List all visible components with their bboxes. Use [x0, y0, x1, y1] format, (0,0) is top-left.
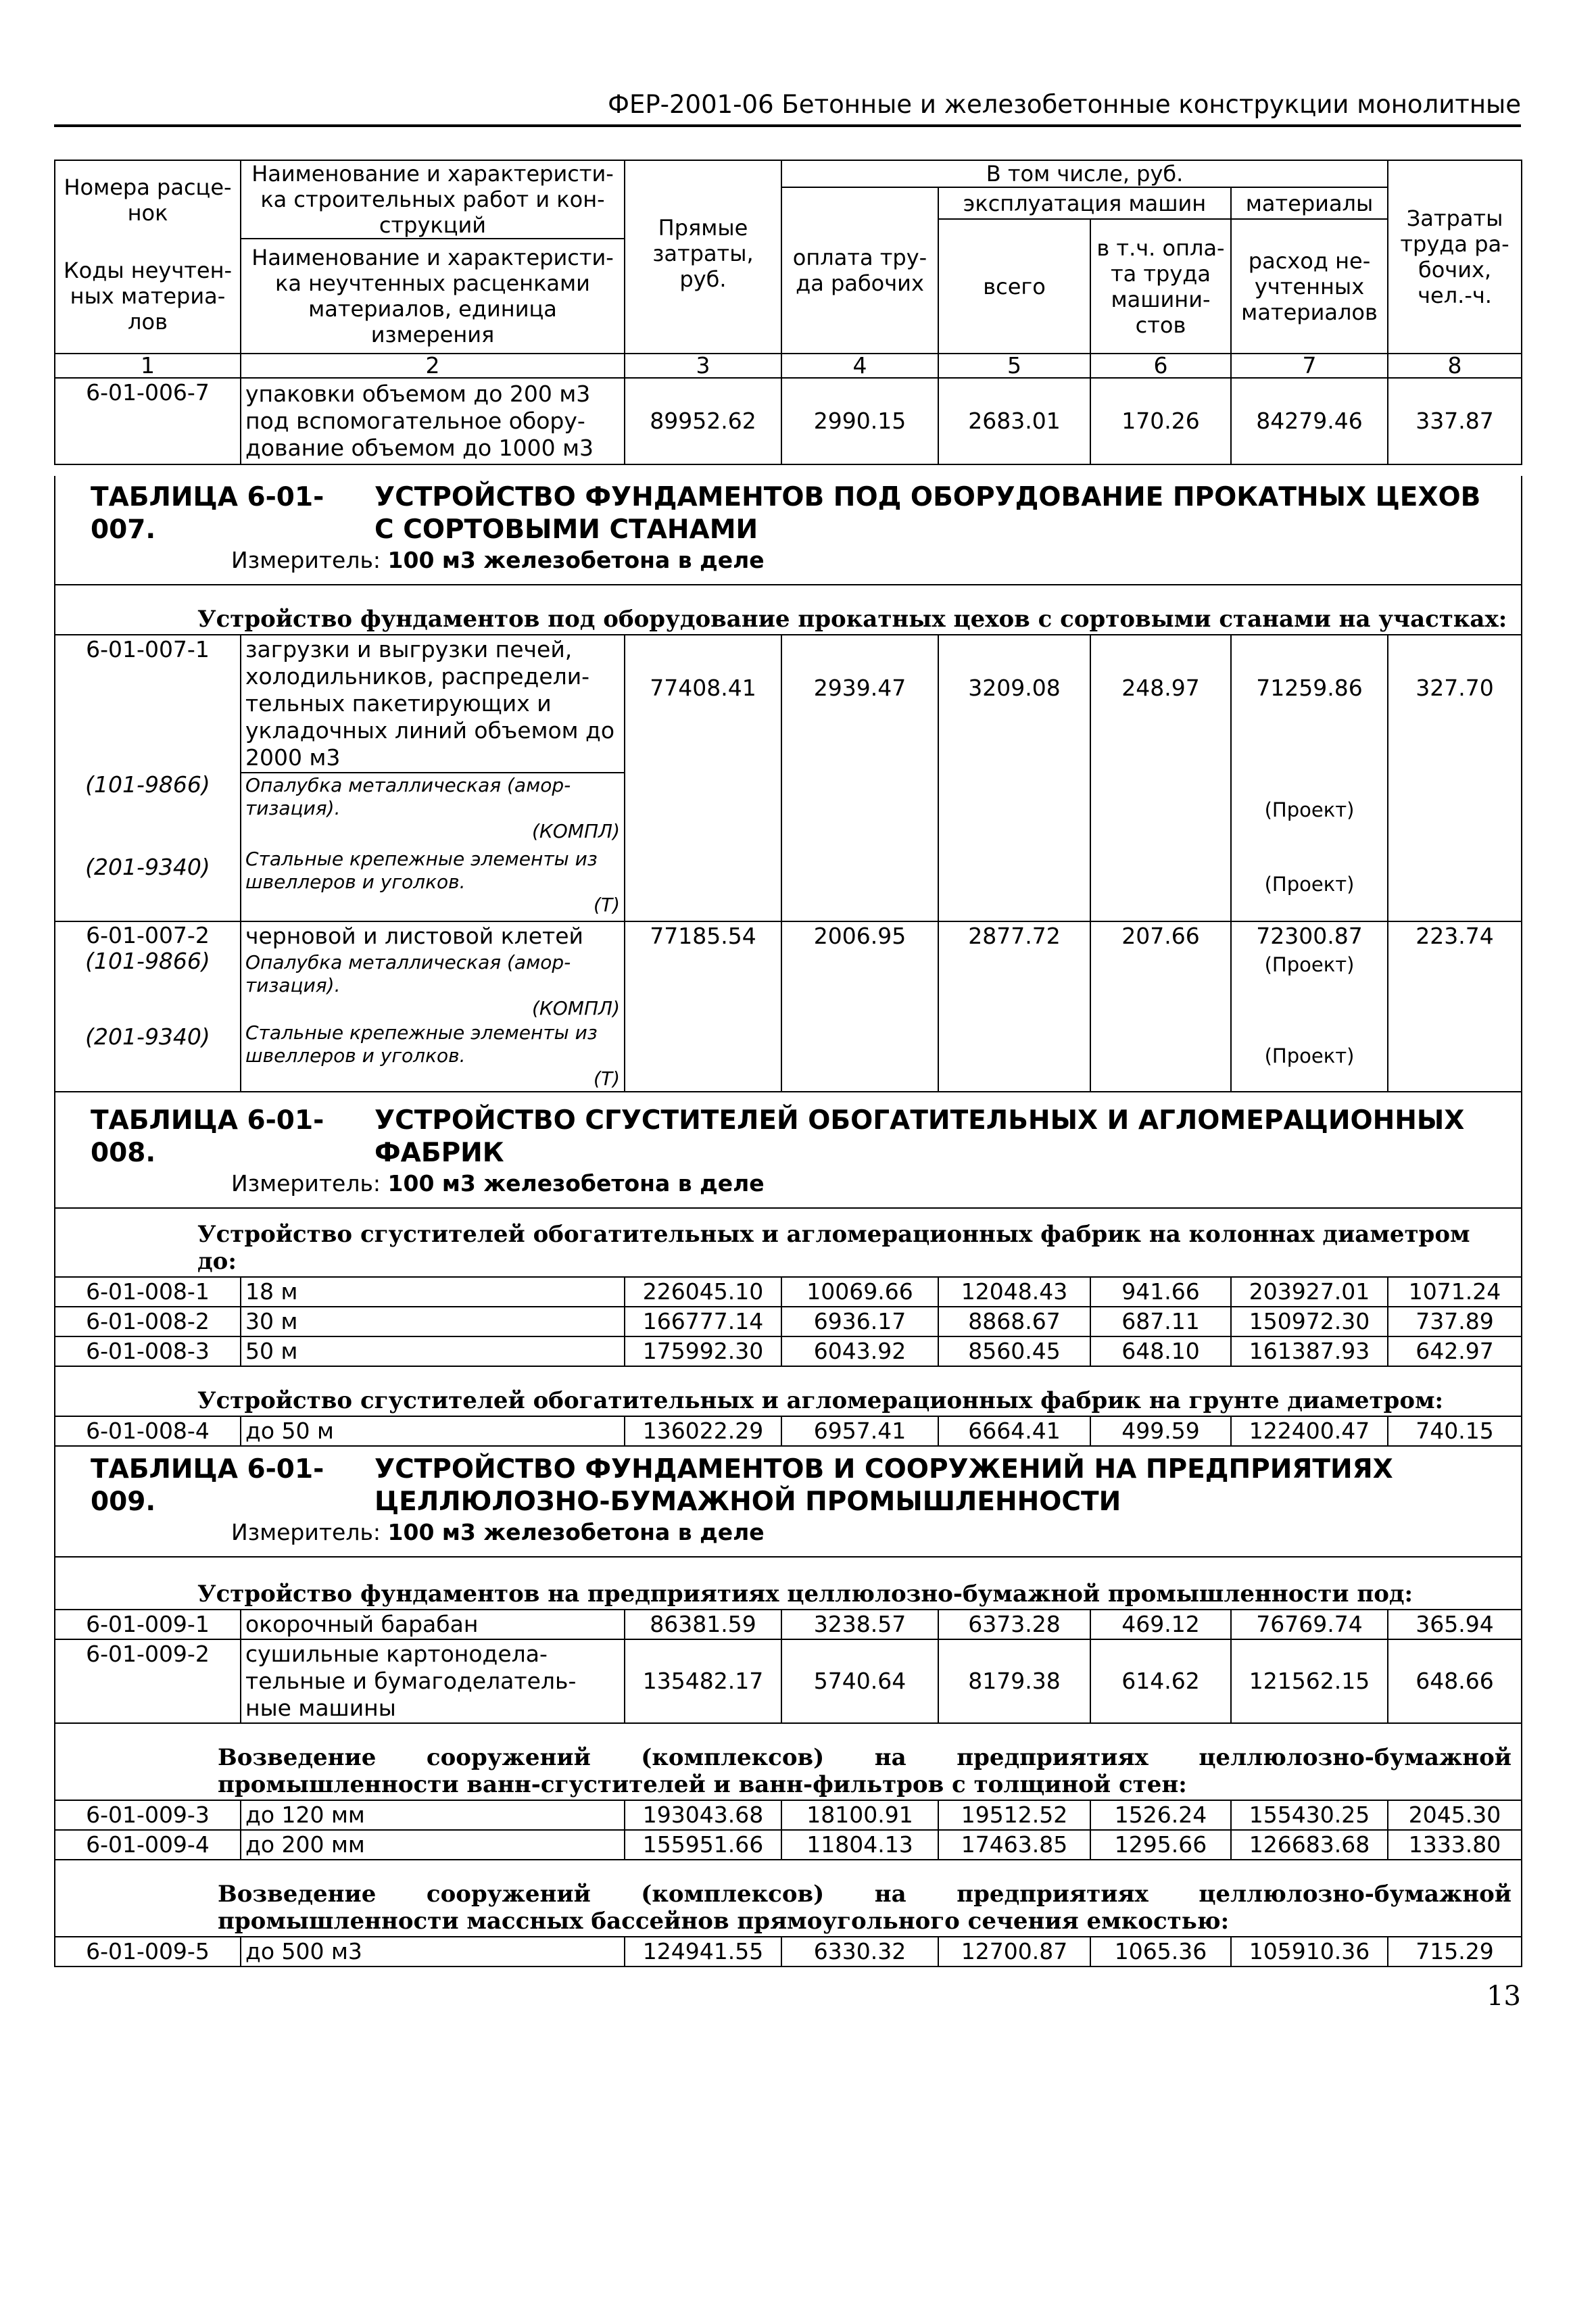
labor-pay-value: 3238.57	[781, 1610, 938, 1639]
labor-cost-value: 642.97	[1388, 1336, 1522, 1366]
rate-description: черновой и листовой клетей	[241, 921, 625, 950]
material-unit: (Т)	[594, 1067, 620, 1090]
materials-value: 161387.93	[1231, 1336, 1388, 1366]
machines-labor-value: 1065.36	[1090, 1937, 1231, 1967]
column-number: 4	[781, 354, 938, 378]
table-title: УСТРОЙСТВО ФУНДАМЕНТОВ ПОД ОБОРУДОВАНИЕ ПРОКАТНЫХ ЦЕХОВ С СОРТОВЫМИ СТАНАМИ	[374, 482, 1481, 545]
labor-cost-value: 737.89	[1388, 1307, 1522, 1336]
rate-code: 6-01-009-1	[55, 1610, 241, 1639]
machines-total-value: 6373.28	[938, 1610, 1090, 1639]
material-code: (201-9340)	[85, 854, 210, 880]
rate-code: 6-01-008-1	[55, 1277, 241, 1307]
column-number: 7	[1231, 354, 1388, 378]
header-machines-total: всего	[938, 219, 1090, 354]
table-row	[55, 921, 1522, 950]
material-name: Стальные крепежные элементы из швеллеров и уголков.	[245, 1021, 598, 1067]
labor-cost-value: 1333.80	[1388, 1830, 1522, 1860]
column-number: 6	[1090, 354, 1231, 378]
labor-pay-value: 6936.17	[781, 1307, 938, 1336]
materials-value: 155430.25	[1231, 1800, 1388, 1830]
header-materials: материалы	[1231, 187, 1388, 219]
unit-value: 100 м3 железобетона в деле	[387, 1170, 765, 1197]
material-quantity: (Проект)	[1231, 950, 1388, 1021]
materials-value: 150972.30	[1231, 1307, 1388, 1336]
header-col1-bottom: Коды неучтен-ных материа-лов	[55, 239, 241, 354]
material-quantity: (Проект)	[1231, 1021, 1388, 1092]
rate-code: 6-01-008-3	[55, 1336, 241, 1366]
machines-total-value: 3209.08	[938, 635, 1090, 921]
labor-cost-value: 740.15	[1388, 1416, 1522, 1446]
materials-value: 121562.15	[1231, 1639, 1388, 1723]
table-row	[55, 1937, 1522, 1967]
material-quantity: (Проект)	[1231, 847, 1388, 921]
labor-cost-value: 1071.24	[1388, 1277, 1522, 1307]
labor-pay-value: 11804.13	[781, 1830, 938, 1860]
machines-total-value: 2877.72	[938, 921, 1090, 1092]
table-title: УСТРОЙСТВО ФУНДАМЕНТОВ И СООРУЖЕНИЙ НА ПРЕДПРИЯТИЯХ ЦЕЛЛЮЛОЗНО-БУМАЖНОЙ ПРОМЫШЛЕННОСТИ	[374, 1454, 1393, 1517]
section-heading: Устройство фундаментов под оборудование прокатных цехов с сортовыми станами на участках:	[55, 585, 1522, 635]
direct-costs-value: 136022.29	[625, 1416, 781, 1446]
table-number: ТАБЛИЦА 6-01-008.	[91, 1105, 324, 1168]
table-number: ТАБЛИЦА 6-01-009.	[91, 1454, 324, 1517]
page-number: 13	[1486, 1981, 1521, 2012]
machines-total-value: 6664.41	[938, 1416, 1090, 1446]
column-number: 5	[938, 354, 1090, 378]
column-number: 3	[625, 354, 781, 378]
section-heading: Устройство сгустителей обогатительных и агломерационных фабрик на колоннах диаметром до:	[55, 1208, 1522, 1277]
materials-value: 76769.74	[1231, 1610, 1388, 1639]
labor-pay-value: 18100.91	[781, 1800, 938, 1830]
direct-costs-value: 175992.30	[625, 1336, 781, 1366]
labor-cost-value: 2045.30	[1388, 1800, 1522, 1830]
rates-table	[54, 160, 1522, 1967]
table-title-6-01-009	[55, 1446, 1522, 1518]
rate-description: 30 м	[241, 1307, 625, 1336]
materials-value: 122400.47	[1231, 1416, 1388, 1446]
material-unit: (КОМПЛ)	[531, 997, 620, 1019]
machines-total-value: 19512.52	[938, 1800, 1090, 1830]
section-heading: Устройство фундаментов на предприятиях целлюлозно-бумажной промышленности под:	[55, 1557, 1522, 1610]
materials-value: 126683.68	[1231, 1830, 1388, 1860]
machines-labor-value: 207.66	[1090, 921, 1231, 1092]
table-number: ТАБЛИЦА 6-01-007.	[91, 482, 324, 545]
machines-labor-value: 648.10	[1090, 1336, 1231, 1366]
material-code: (101-9866)	[85, 771, 210, 798]
machines-labor-value: 1295.66	[1090, 1830, 1231, 1860]
column-number: 8	[1388, 354, 1522, 378]
materials-value: 105910.36	[1231, 1937, 1388, 1967]
rate-description: до 120 мм	[241, 1800, 625, 1830]
table-title-6-01-008	[55, 1092, 1522, 1169]
material-unit: (Т)	[594, 894, 620, 916]
rate-description: загрузки и выгрузки печей, холодильников, распредели-тельных пакетирующих и укладочных линий объемом до 2000 м3	[241, 635, 625, 773]
machines-total-value: 17463.85	[938, 1830, 1090, 1860]
rate-description: 50 м	[241, 1336, 625, 1366]
labor-pay-value: 6043.92	[781, 1336, 938, 1366]
material-code: (101-9866)	[85, 948, 210, 974]
machines-total-value: 12700.87	[938, 1937, 1090, 1967]
materials-value: 84279.46	[1231, 378, 1388, 464]
header-including: В том числе, руб.	[781, 160, 1388, 187]
table-row	[55, 1800, 1522, 1830]
material-name: Опалубка металлическая (амор-тизация).	[245, 774, 571, 819]
machines-total-value: 2683.01	[938, 378, 1090, 464]
material-name: Стальные крепежные элементы из швеллеров и уголков.	[245, 848, 598, 893]
header-materials-unaccounted: расход не-учтенных материалов	[1231, 219, 1388, 354]
materials-value: 203927.01	[1231, 1277, 1388, 1307]
measurement-unit	[55, 1518, 1522, 1557]
labor-cost-value: 327.70	[1388, 635, 1522, 921]
unit-prefix: Измеритель:	[231, 547, 381, 573]
header-col1-top: Номера расце-нок	[55, 160, 241, 239]
material-code: (201-9340)	[85, 1023, 210, 1050]
labor-pay-value: 6330.32	[781, 1937, 938, 1967]
labor-cost-value: 648.66	[1388, 1639, 1522, 1723]
rate-code: 6-01-009-5	[55, 1937, 241, 1967]
table-title-6-01-007	[55, 476, 1522, 546]
direct-costs-value: 77185.54	[625, 921, 781, 1092]
rate-code: 6-01-009-2	[55, 1639, 241, 1723]
rate-code: 6-01-007-1	[86, 636, 210, 662]
machines-labor-value: 687.11	[1090, 1307, 1231, 1336]
direct-costs-value: 166777.14	[625, 1307, 781, 1336]
table-row	[55, 378, 1522, 464]
header-machines-labor: в т.ч. опла-та труда машини-стов	[1090, 219, 1231, 354]
direct-costs-value: 77408.41	[625, 635, 781, 921]
rate-description: до 500 м3	[241, 1937, 625, 1967]
direct-costs-value: 124941.55	[625, 1937, 781, 1967]
materials-value: 71259.86	[1231, 635, 1388, 773]
labor-cost-value: 715.29	[1388, 1937, 1522, 1967]
machines-total-value: 8560.45	[938, 1336, 1090, 1366]
labor-pay-value: 10069.66	[781, 1277, 938, 1307]
machines-labor-value: 248.97	[1090, 635, 1231, 921]
direct-costs-value: 226045.10	[625, 1277, 781, 1307]
rate-description: окорочный барабан	[241, 1610, 625, 1639]
rate-code: 6-01-008-4	[55, 1416, 241, 1446]
table-row	[55, 1830, 1522, 1860]
header-machines: эксплуатация машин	[938, 187, 1231, 219]
direct-costs-value: 89952.62	[625, 378, 781, 464]
header-labor-pay: оплата тру-да рабочих	[781, 187, 938, 354]
table-row	[55, 1307, 1522, 1336]
labor-cost-value: 337.87	[1388, 378, 1522, 464]
rate-code: 6-01-008-2	[55, 1307, 241, 1336]
measurement-unit	[55, 546, 1522, 585]
labor-pay-value: 2006.95	[781, 921, 938, 1092]
table-row	[55, 1610, 1522, 1639]
rate-code: 6-01-007-2	[86, 922, 210, 948]
direct-costs-value: 135482.17	[625, 1639, 781, 1723]
rate-description: упаковки объемом до 200 м3 под вспомогательное обору-дование объемом до 1000 м3	[241, 378, 625, 464]
machines-labor-value: 469.12	[1090, 1610, 1231, 1639]
machines-labor-value: 614.62	[1090, 1639, 1231, 1723]
header-labor-cost: Затраты труда ра-бочих, чел.-ч.	[1388, 160, 1522, 354]
machines-total-value: 8179.38	[938, 1639, 1090, 1723]
machines-labor-value: 1526.24	[1090, 1800, 1231, 1830]
material-unit: (КОМПЛ)	[531, 820, 620, 842]
labor-cost-value: 365.94	[1388, 1610, 1522, 1639]
table-row	[55, 1416, 1522, 1446]
running-head: ФЕР-2001-06 Бетонные и железобетонные конструкции монолитные	[54, 87, 1521, 127]
rate-code: 6-01-009-4	[55, 1830, 241, 1860]
section-heading: Возведение сооружений (комплексов) на предприятиях целлюлозно-бумажной промышленности массных бассейнов прямоугольного сечения емкостью:	[55, 1860, 1522, 1937]
labor-pay-value: 2990.15	[781, 378, 938, 464]
column-number: 2	[241, 354, 625, 378]
section-heading: Устройство сгустителей обогатительных и агломерационных фабрик на грунте диаметром:	[55, 1366, 1522, 1416]
direct-costs-value: 86381.59	[625, 1610, 781, 1639]
unit-value: 100 м3 железобетона в деле	[387, 547, 765, 573]
column-number: 1	[55, 354, 241, 378]
unit-prefix: Измеритель:	[231, 1519, 381, 1545]
machines-labor-value: 499.59	[1090, 1416, 1231, 1446]
labor-pay-value: 2939.47	[781, 635, 938, 921]
header-col2-top: Наименование и характеристи-ка строительных работ и кон-струкций	[241, 160, 625, 239]
direct-costs-value: 193043.68	[625, 1800, 781, 1830]
machines-total-value: 12048.43	[938, 1277, 1090, 1307]
measurement-unit	[55, 1169, 1522, 1208]
direct-costs-value: 155951.66	[625, 1830, 781, 1860]
table-row	[55, 1277, 1522, 1307]
unit-value: 100 м3 железобетона в деле	[387, 1519, 765, 1545]
header-col2-bottom: Наименование и характеристи-ка неучтенных расценками материалов, единица измерения	[241, 239, 625, 354]
table-row	[55, 1336, 1522, 1366]
rate-code: 6-01-009-3	[55, 1800, 241, 1830]
rate-code: 6-01-006-7	[55, 378, 241, 464]
header-direct-costs: Прямые затраты, руб.	[625, 160, 781, 354]
table-row	[55, 635, 1522, 773]
rate-description: до 200 мм	[241, 1830, 625, 1860]
section-heading: Возведение сооружений (комплексов) на предприятиях целлюлозно-бумажной промышленности ванн-сгустителей и ванн-фильтров с толщиной стен:	[55, 1723, 1522, 1800]
table-title: УСТРОЙСТВО СГУСТИТЕЛЕЙ ОБОГАТИТЕЛЬНЫХ И АГЛОМЕРАЦИОННЫХ ФАБРИК	[374, 1105, 1465, 1168]
material-name: Опалубка металлическая (амор-тизация).	[245, 951, 571, 996]
rate-description: 18 м	[241, 1277, 625, 1307]
material-quantity: (Проект)	[1231, 773, 1388, 847]
labor-cost-value: 223.74	[1388, 921, 1522, 1092]
rate-description: до 50 м	[241, 1416, 625, 1446]
table-row	[55, 1639, 1522, 1723]
rate-description: сушильные картоноделa-тельные и бумагоделатель-ные машины	[241, 1639, 625, 1723]
machines-labor-value: 941.66	[1090, 1277, 1231, 1307]
machines-labor-value: 170.26	[1090, 378, 1231, 464]
unit-prefix: Измеритель:	[231, 1170, 381, 1197]
materials-value: 72300.87	[1231, 921, 1388, 950]
machines-total-value: 8868.67	[938, 1307, 1090, 1336]
labor-pay-value: 6957.41	[781, 1416, 938, 1446]
labor-pay-value: 5740.64	[781, 1639, 938, 1723]
